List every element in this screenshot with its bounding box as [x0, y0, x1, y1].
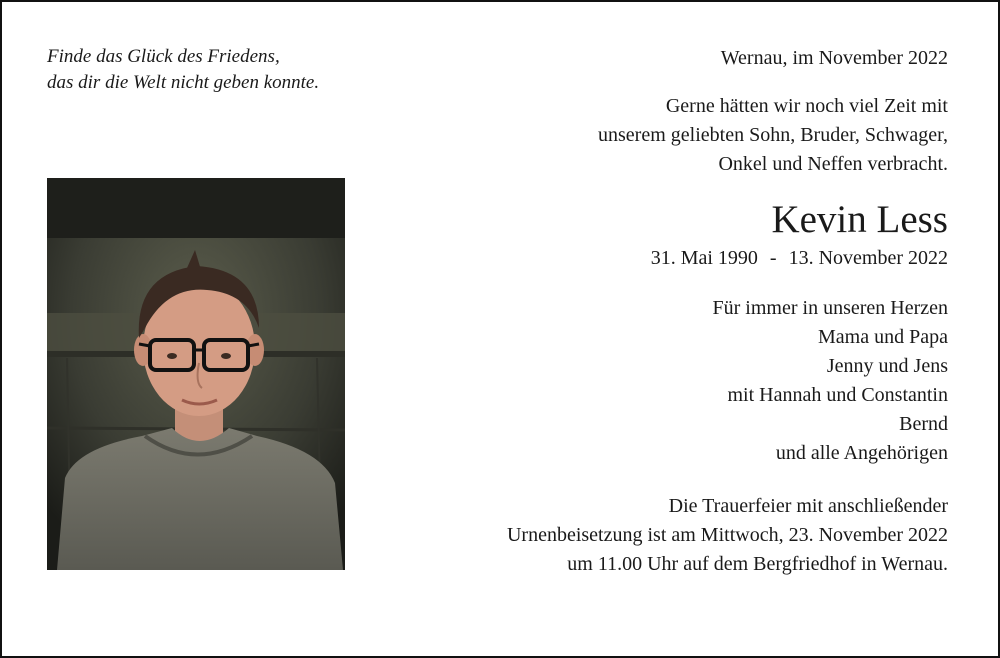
mourner-line: Für immer in unseren Herzen [712, 297, 948, 319]
mourner-line: Mama und Papa [818, 326, 948, 348]
motto-line: das dir die Welt nicht geben konnte. [47, 72, 320, 93]
mourner-line: Jenny und Jens [826, 355, 948, 377]
mourner-line: mit Hannah und Constantin [727, 384, 948, 406]
mourner-line: und alle Angehörigen [775, 442, 948, 464]
place-date: Wernau, im November 2022 [720, 47, 948, 69]
obituary-text [388, 44, 948, 579]
intro-line: Onkel und Neffen verbracht. [718, 153, 948, 175]
funeral-line: Die Trauerfeier mit anschließender [668, 495, 948, 517]
mourners-list [388, 294, 948, 468]
funeral-notice [388, 492, 948, 579]
motto-line: Finde das Glück des Friedens, [47, 46, 280, 67]
deceased-name: Kevin Less [771, 198, 948, 241]
mourner-line: Bernd [899, 413, 948, 435]
motto-quote [47, 44, 319, 96]
birth-date: 31. Mai 1990 [650, 247, 758, 269]
date-separator: - [769, 247, 777, 269]
portrait-photo [47, 178, 345, 570]
funeral-line: Urnenbeisetzung ist am Mittwoch, 23. November 2022 [506, 524, 948, 546]
intro-line: unserem geliebten Sohn, Bruder, Schwager, [598, 124, 948, 146]
intro-line: Gerne hätten wir noch viel Zeit mit [665, 95, 948, 117]
death-date: 13. November 2022 [788, 247, 948, 269]
life-dates [388, 244, 948, 273]
funeral-line: um 11.00 Uhr auf dem Bergfriedhof in Wernau. [567, 553, 948, 575]
intro-text [388, 92, 948, 179]
